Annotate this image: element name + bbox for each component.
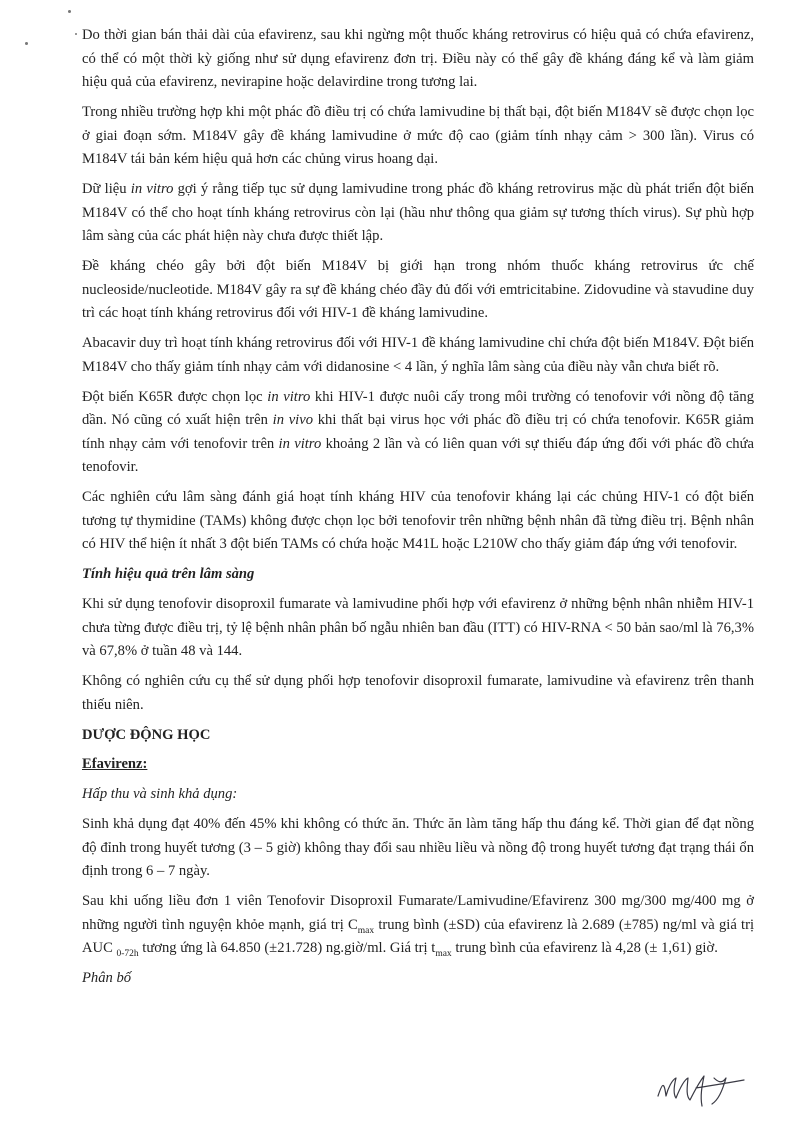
paragraph-abacavir: Abacavir duy trì hoạt tính kháng retrovirus đối với HIV-1 đề kháng lamivudine chỉ chứa đột biến M184V. Đột biến M184V cho thấy giảm tính nhạy cảm với didanosine < 4 lần, ý nghĩa lâm sàng của điều này vẫn chưa biết rõ. <box>82 335 754 375</box>
heading-absorption: Hấp thu và sinh khả dụng: <box>82 786 238 802</box>
document-page <box>82 24 754 997</box>
paragraph-bioavailability: Sinh khả dụng đạt 40% đến 45% khi không có thức ăn. Thức ăn làm tăng hấp thu đáng kể. Thời gian để đạt nồng độ đỉnh trong huyết tương (3 – 5 giờ) không thay đổi sau nhiều liều và nồng độ trong huyết tương đạt trạng thái ổn định trong 6 – 7 ngày. <box>82 816 754 879</box>
paragraph-single-dose-pk: Sau khi uống liều đơn 1 viên Tenofovir Disoproxil Fumarate/Lamivudine/Efavirenz 300 mg/300 mg/400 mg ở những người tình nguyện khỏe mạnh, giá trị $C_{max}$ trung bình (±SD) của efavirenz là 2.689 (±785) ng/ml và giá trị AUC $_{0-72h}$ tương ứng là 64.850 (±21.728) ng.giờ/ml. Giá trị $t_{max}$ trung bình của efavirenz là 4,28 (± 1,61) giờ. <box>82 893 754 959</box>
paragraph-tams: Các nghiên cứu lâm sàng đánh giá hoạt tính kháng HIV của tenofovir kháng lại các chủng HIV-1 có đột biến tương tự thymidine (TAMs) không được chọn lọc bởi tenofovir trên những bệnh nhân đã từng điều trị. Bệnh nhân có HIV thể hiện ít nhất 3 đột biến TAMs có chứa hoặc M41L hoặc L210W cho thấy giảm đáp ứng với tenofovir. <box>82 489 754 552</box>
handwritten-signature <box>652 1066 762 1110</box>
heading-efavirenz: Efavirenz: <box>82 756 148 772</box>
scan-mark <box>68 10 71 13</box>
heading-distribution: Phân bố <box>82 970 132 986</box>
paragraph-cross-resistance: Đề kháng chéo gây bởi đột biến M184V bị giới hạn trong nhóm thuốc kháng retrovirus ức chế nucleoside/nucleotide. M184V gây ra sự đề kháng chéo đầy đủ đối với emtricitabine. Zidovudine và stavudine duy trì các hoạt tính kháng retrovirus đối với HIV-1 đề kháng lamivudine. <box>82 258 754 321</box>
paragraph-m184v-selection: Trong nhiều trường hợp khi một phác đồ điều trị có chứa lamivudine bị thất bại, đột biến M184V sẽ được chọn lọc ở giai đoạn sớm. M184V gây đề kháng lamivudine ở mức độ cao (giảm tính nhạy cảm > 300 lần). Virus có M184V tái bản kém hiệu quả hơn các chủng virus hoang dại. <box>82 104 754 167</box>
scan-mark <box>75 33 77 35</box>
paragraph-efavirenz-monotherapy: Do thời gian bán thải dài của efavirenz, sau khi ngừng một thuốc kháng retrovirus có hiệu quả có chứa efavirenz, có thể có một thời kỳ giống như sử dụng efavirenz đơn trị. Điều này có thể gây đề kháng đáng kể và làm giảm hiệu quả của efavirenz, nevirapine hoặc delavirdine trong tương lai. <box>82 27 754 90</box>
paragraph-k65r: Đột biến K65R được chọn lọc in vitro khi HIV-1 được nuôi cấy trong môi trường có tenofovir với nồng độ tăng dần. Nó cũng có xuất hiện trên in vivo khi thất bại virus học với phác đồ điều trị có chứa tenofovir. K65R giảm tính nhạy cảm với tenofovir trên in vitro khoảng 2 lần và có liên quan với sự thiếu đáp ứng đối với phác đồ chứa tenofovir. <box>82 388 754 475</box>
heading-pharmacokinetics: DƯỢC ĐỘNG HỌC <box>82 726 211 743</box>
heading-clinical-efficacy: Tính hiệu quả trên lâm sàng <box>82 566 255 582</box>
paragraph-adolescents: Không có nghiên cứu cụ thể sử dụng phối hợp tenofovir disoproxil fumarate, lamivudine và efavirenz trên thanh thiếu niên. <box>82 673 754 713</box>
paragraph-in-vitro-lamivudine: Dữ liệu in vitro gợi ý rằng tiếp tục sử dụng lamivudine trong phác đồ kháng retrovirus mặc dù phát triển đột biến M184V có thể cho hoạt tính kháng retrovirus còn lại (hầu như thông qua giảm sự tương thích virus). Sự phù hợp lâm sàng của các phát hiện này chưa được thiết lập. <box>82 181 754 244</box>
paragraph-itt-results: Khi sử dụng tenofovir disoproxil fumarate và lamivudine phối hợp với efavirenz ở những bệnh nhân nhiễm HIV-1 chưa từng được điều trị, tỷ lệ bệnh nhân phân bố ngẫu nhiên ban đầu (ITT) có HIV-RNA < 50 bản sao/ml là 76,3% và 67,8% ở tuần 48 và 144. <box>82 596 754 659</box>
scan-mark <box>25 42 28 45</box>
